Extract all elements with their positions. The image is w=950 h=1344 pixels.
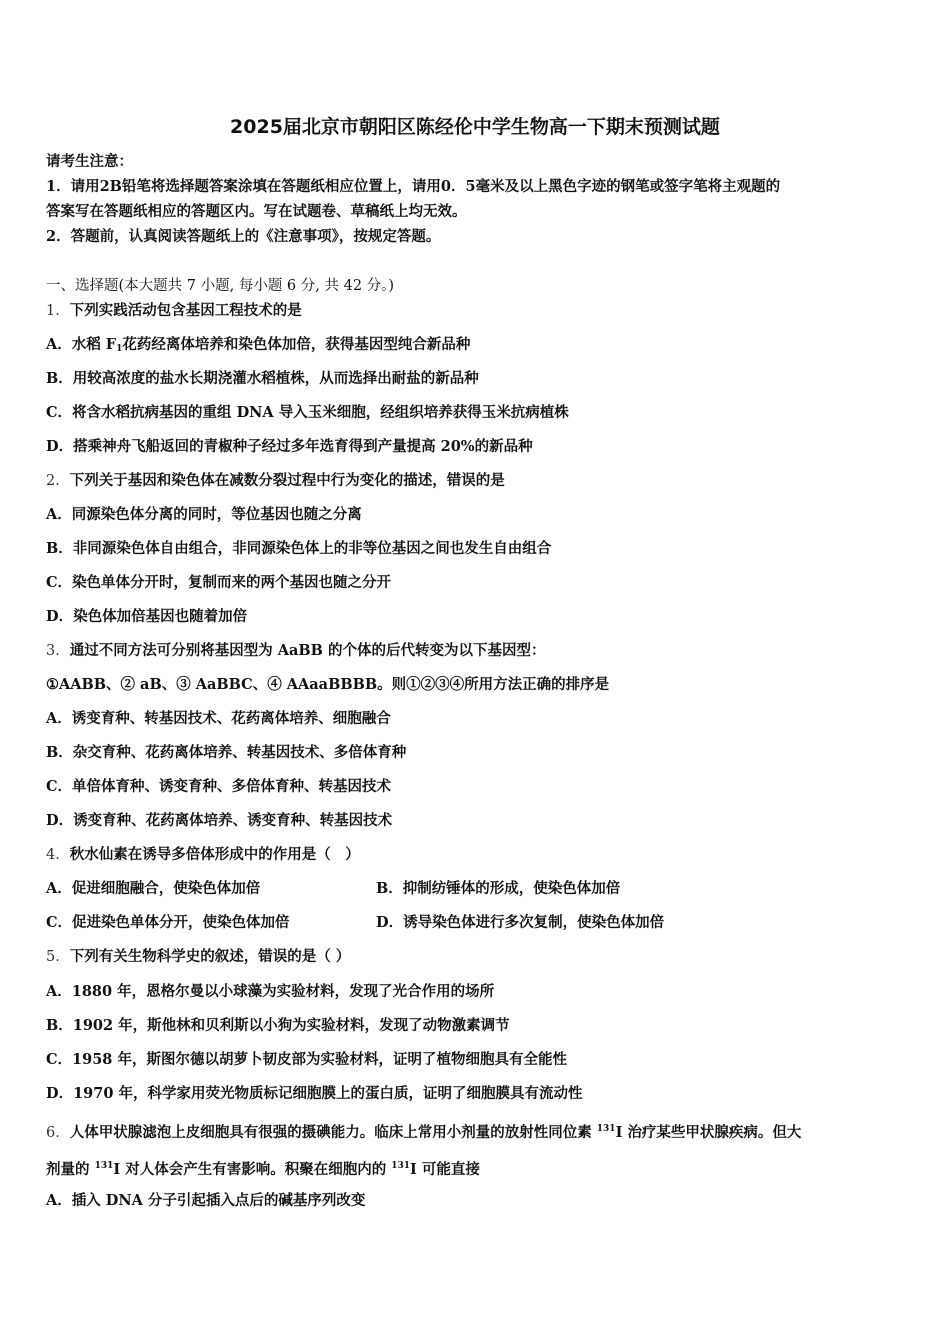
q3-number: 3． — [46, 643, 70, 659]
q5-option-a: A．1880 年，恩格尔曼以小球藻为实验材料，发现了光合作用的场所 — [46, 983, 495, 1000]
q4-option-b: B．抑制纺锤体的形成，使染色体加倍 — [376, 880, 621, 897]
q2-number: 2． — [46, 473, 70, 489]
q5-stem — [46, 947, 350, 967]
q3-stem-line-2: ①AABB、② aB、③ AaBBC、④ AAaaBBBB。则①②③④所用方法正确的排序是 — [46, 676, 610, 693]
notice-line-2: 答案写在答题纸相应的答题区内。写在试题卷、草稿纸上均无效。 — [46, 203, 467, 220]
q6-number: 6． — [46, 1125, 70, 1141]
q3-option-a: A．诱变育种、转基因技术、花药离体培养、细胞融合 — [46, 710, 391, 727]
q1-option-a-post: 花药经离体培养和染色体加倍，获得基因型纯合新品种 — [122, 336, 471, 353]
q5-stem-text: 下列有关生物科学史的叙述，错误的是（ ） — [69, 948, 351, 965]
q1-stem — [46, 301, 302, 321]
q5-option-d: D．1970 年，科学家用荧光物质标记细胞膜上的蛋白质，证明了细胞膜具有流动性 — [46, 1085, 583, 1102]
q1-option-c: C．将含水稻抗病基因的重组 DNA 导入玉米细胞，经组织培养获得玉米抗病植株 — [46, 404, 569, 421]
q1-option-a — [46, 335, 470, 359]
q2-option-c: C．染色单体分开时，复制而来的两个基因也随之分开 — [46, 574, 392, 591]
q5-option-b: B．1902 年，斯他林和贝利斯以小狗为实验材料，发现了动物激素调节 — [46, 1017, 510, 1034]
q1-stem-text: 下列实践活动包含基因工程技术的是 — [69, 302, 302, 319]
q6-stem-line-2 — [46, 1156, 480, 1180]
q3-option-b: B．杂交育种、花药离体培养、转基因技术、多倍体育种 — [46, 744, 407, 761]
notice-line-3: 2．答题前，认真阅读答题纸上的《注意事项》，按规定答题。 — [46, 228, 441, 245]
notice-heading: 请考生注意： — [46, 153, 133, 170]
q6-line2-post: I 可能直接 — [410, 1161, 480, 1178]
q4-stem — [46, 845, 360, 865]
section-heading: 一、选择题(本大题共 7 小题, 每小题 6 分, 共 42 分。) — [46, 278, 395, 294]
q4-option-d: D．诱导染色体进行多次复制，使染色体加倍 — [376, 914, 665, 931]
q5-option-c: C．1958 年，斯图尔德以胡萝卜韧皮部为实验材料，证明了植物细胞具有全能性 — [46, 1051, 567, 1068]
q5-number: 5． — [46, 949, 70, 965]
q4-option-a: A．促进细胞融合，使染色体加倍 — [46, 880, 261, 897]
q3-stem — [46, 641, 546, 661]
q6-line2-mid: I 对人体会产生有害影响。积聚在细胞内的 — [113, 1161, 392, 1178]
q4-stem-text: 秋水仙素在诱导多倍体形成中的作用是（ ） — [69, 846, 360, 863]
q3-stem-text: 通过不同方法可分别将基因型为 AaBB 的个体的后代转变为以下基因型： — [69, 642, 546, 659]
page-title: 2025届北京市朝阳区陈经伦中学生物高一下期末预测试题 — [230, 116, 720, 138]
q1-option-a-sub: 1 — [116, 344, 123, 354]
q2-option-d: D．染色体加倍基因也随着加倍 — [46, 608, 248, 625]
q6-stem-pre: 人体甲状腺滤泡上皮细胞具有很强的摄碘能力。临床上常用小剂量的放射性同位素 — [69, 1124, 597, 1141]
q1-option-a-pre: A．水稻 F — [46, 336, 117, 353]
q2-option-a: A．同源染色体分离的同时，等位基因也随之分离 — [46, 506, 362, 523]
q1-number: 1． — [46, 303, 70, 319]
q6-stem — [46, 1119, 801, 1143]
q2-stem-text: 下列关于基因和染色体在减数分裂过程中行为变化的描述，错误的是 — [69, 472, 505, 489]
q2-option-b: B．非同源染色体自由组合，非同源染色体上的非等位基因之间也发生自由组合 — [46, 540, 552, 557]
q6-isotope-sup-1: 131 — [596, 1124, 616, 1134]
q4-number: 4． — [46, 847, 70, 863]
q6-isotope-sup-2: 131 — [94, 1161, 114, 1171]
q3-option-d: D．诱变育种、花药离体培养、诱变育种、转基因技术 — [46, 812, 393, 829]
notice-line-1: 1．请用2B铅笔将选择题答案涂填在答题纸相应位置上，请用0．5毫米及以上黑色字迹的钢笔或签字笔将主观题的 — [46, 178, 781, 195]
q4-option-c: C．促进染色单体分开，使染色体加倍 — [46, 914, 290, 931]
q1-option-d: D．搭乘神舟飞船返回的青椒种子经过多年选育得到产量提高 20%的新品种 — [46, 438, 533, 455]
q2-stem — [46, 471, 505, 491]
q6-stem-mid: I 治疗某些甲状腺疾病。但大 — [615, 1124, 802, 1141]
q3-option-c: C．单倍体育种、诱变育种、多倍体育种、转基因技术 — [46, 778, 392, 795]
q1-option-b: B．用较高浓度的盐水长期浇灌水稻植株，从而选择出耐盐的新品种 — [46, 370, 479, 387]
q6-isotope-sup-3: 131 — [391, 1161, 411, 1171]
q6-line2-pre: 剂量的 — [46, 1161, 95, 1178]
q6-option-a: A．插入 DNA 分子引起插入点后的碱基序列改变 — [46, 1192, 366, 1209]
